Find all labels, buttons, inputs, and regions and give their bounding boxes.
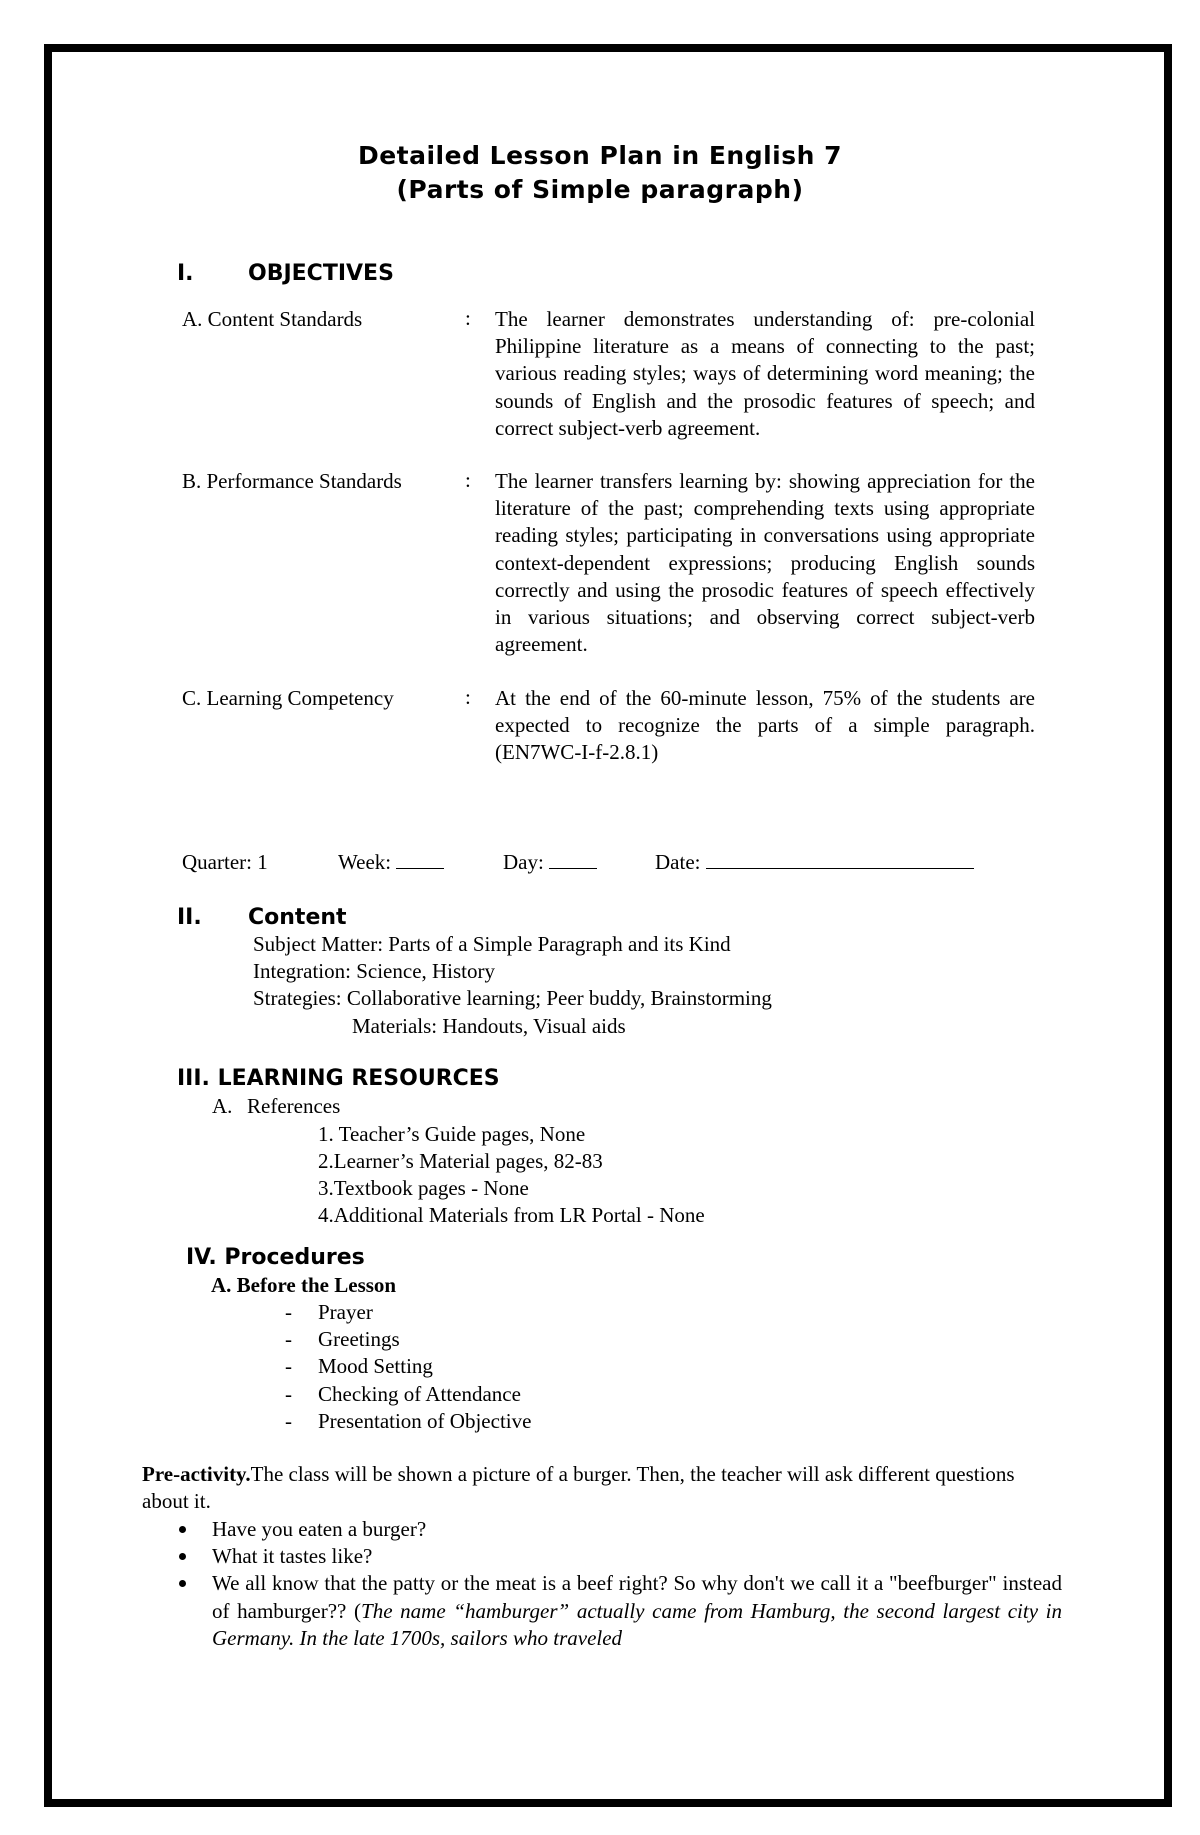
- reference-item-4: 4.Additional Materials from LR Portal - None: [318, 1203, 705, 1227]
- pre-activity-text: The class will be shown a picture of a burger. Then, the teacher will ask different questions about it.: [142, 1462, 1015, 1514]
- day-field: [503, 849, 597, 876]
- dash-marker: -: [285, 1354, 292, 1379]
- step-mood-setting: Mood Setting: [318, 1354, 433, 1379]
- pre-activity-paragraph: [142, 1461, 1042, 1515]
- day-blank: [549, 850, 597, 869]
- question-3-italic: The name “hamburger” actually came from Hamburg, the second largest city in Germany. In the late 1700s, sailors who traveled: [212, 1598, 1063, 1650]
- references-label: References: [247, 1094, 341, 1118]
- objectives-heading: OBJECTIVES: [248, 261, 394, 286]
- integration: Integration: Science, History: [253, 959, 496, 983]
- dash-marker: -: [285, 1408, 292, 1433]
- performance-standards-label: B. Performance Standards: [182, 469, 402, 493]
- content-heading: Content: [248, 905, 347, 930]
- pre-activity-label: Pre-activity.: [142, 1462, 251, 1486]
- week-blank: [396, 850, 444, 869]
- list-item: [285, 1408, 532, 1435]
- reference-item-1: 1. Teacher’s Guide pages, None: [318, 1122, 586, 1146]
- question-2: What it tastes like?: [212, 1544, 373, 1569]
- list-item: [212, 1516, 1062, 1543]
- list-item: [285, 1326, 531, 1353]
- list-item: [285, 1381, 531, 1408]
- performance-standards-text: The learner transfers learning by: showing appreciation for the literature of the past; comprehending texts using appropriate reading styles; participating in conversations using appropriate context-dependent expressions; producing English sounds correctly and using the prosodic features of speech effectively in various situations; and observing correct subject-verb agreement.: [495, 469, 1035, 657]
- week-field: [338, 849, 444, 876]
- pre-activity-questions: [212, 1516, 1062, 1652]
- day-label: Day:: [503, 850, 544, 874]
- quarter-label: Quarter: 1: [182, 850, 268, 874]
- dash-marker: -: [285, 1327, 292, 1352]
- objectives-heading-number: I.: [177, 261, 194, 286]
- strategies: Strategies: Collaborative learning; Peer buddy, Brainstorming: [253, 986, 772, 1010]
- date-field: [655, 849, 974, 876]
- dash-marker: -: [285, 1300, 292, 1324]
- reference-item-2: 2.Learner’s Material pages, 82-83: [318, 1149, 603, 1173]
- reference-item-3: 3.Textbook pages - None: [318, 1176, 529, 1200]
- question-1: Have you eaten a burger?: [212, 1517, 427, 1541]
- before-lesson-heading: A. Before the Lesson: [211, 1273, 397, 1297]
- learning-competency-text: At the end of the 60-minute lesson, 75% of the students are expected to recognize the parts of a simple paragraph. (EN7WC-I-f-2.8.1): [495, 686, 1035, 765]
- content-standards-label: A. Content Standards: [182, 307, 363, 331]
- dash-marker: -: [285, 1381, 292, 1406]
- content-standards-text: The learner demonstrates understanding of: pre-colonial Philippine literature as a means of connecting to the past; various reading styles; ways of determining word meaning; the sounds of English and the prosodic features of speech; and correct subject-verb agreement.: [495, 307, 1035, 440]
- subject-matter: Subject Matter: Parts of a Simple Paragraph and its Kind: [253, 932, 731, 956]
- date-blank: [706, 850, 974, 869]
- procedures-heading: IV. Procedures: [186, 1245, 365, 1270]
- references-letter: A.: [212, 1094, 233, 1118]
- list-item: [212, 1543, 1062, 1570]
- learning-competency-label: C. Learning Competency: [182, 686, 394, 710]
- learning-resources-heading: III. LEARNING RESOURCES: [177, 1066, 500, 1091]
- bullet-icon: [179, 1526, 186, 1533]
- step-greetings: Greetings: [318, 1327, 400, 1352]
- week-label: Week:: [338, 850, 392, 874]
- materials: Materials: Handouts, Visual aids: [352, 1014, 626, 1038]
- performance-standards-colon: :: [465, 468, 471, 492]
- learning-competency-colon: :: [465, 685, 471, 709]
- content-heading-number: II.: [177, 905, 202, 930]
- step-attendance: Checking of Attendance: [318, 1381, 521, 1406]
- list-item: [212, 1570, 1062, 1652]
- list-item: [285, 1299, 531, 1326]
- date-label: Date:: [655, 850, 701, 874]
- before-lesson-steps: [285, 1299, 532, 1435]
- question-3: We all know that the patty or the meat is a beef right? So why don't we call it a "beefburger" instead of hamburger?? (: [212, 1571, 1062, 1623]
- step-prayer: Prayer: [318, 1300, 373, 1324]
- step-objective: Presentation of Objective: [318, 1408, 532, 1433]
- content-standards-colon: :: [465, 306, 471, 330]
- document-title: Detailed Lesson Plan in English 7: [357, 141, 843, 170]
- document-subtitle: (Parts of Simple paragraph): [396, 175, 804, 204]
- list-item: [285, 1353, 531, 1380]
